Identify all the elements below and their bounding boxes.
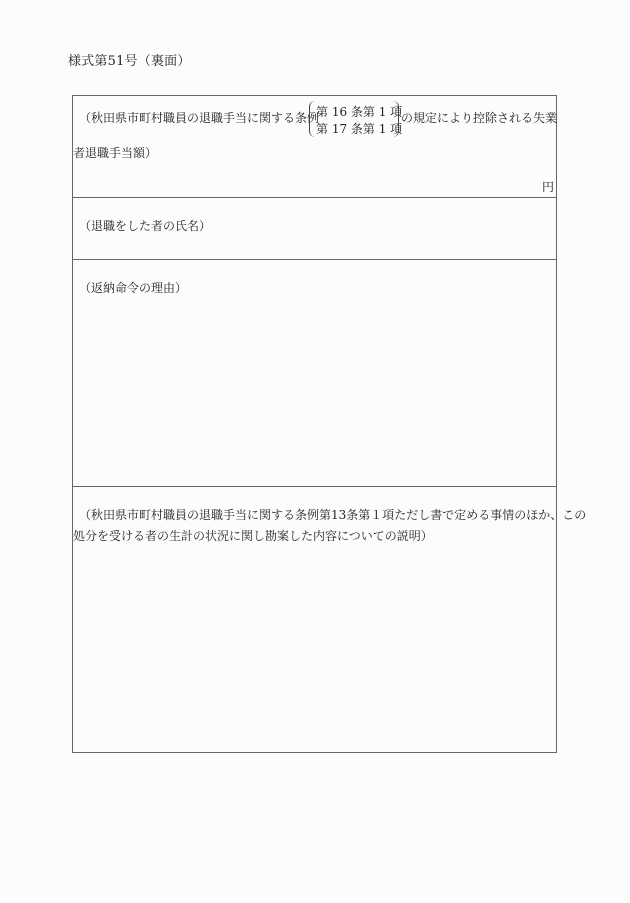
deduction-label-prefix: （秋田県市町村職員の退職手当に関する条例 bbox=[79, 111, 320, 125]
form-table bbox=[72, 95, 587, 753]
livelihood-label-line2: 処分を受ける者の生計の状況に関し勘案した内容についての説明） bbox=[73, 529, 433, 543]
return-order-reason-field[interactable] bbox=[73, 260, 556, 487]
form-title: 様式第51号（裏面） bbox=[68, 54, 191, 69]
deduction-amount-field[interactable] bbox=[73, 96, 556, 198]
deduction-label-suffix: の規定により控除される失業 bbox=[401, 111, 558, 125]
article-brace bbox=[309, 101, 403, 137]
yen-unit: 円 bbox=[541, 180, 554, 194]
article-option-16: 第 16 条第 1 項 bbox=[316, 105, 403, 119]
return-order-reason-label: （返納命令の理由） bbox=[79, 281, 188, 295]
article-option-17: 第 17 条第 1 項 bbox=[316, 122, 403, 136]
retiree-name-label: （退職をした者の氏名） bbox=[79, 219, 212, 233]
retiree-name-field[interactable] bbox=[73, 198, 556, 260]
livelihood-explanation-field[interactable] bbox=[73, 487, 587, 754]
deduction-label-line2: 者退職手当額） bbox=[73, 146, 158, 160]
livelihood-label-line1: （秋田県市町村職員の退職手当に関する条例第13条第１項ただし書で定める事情のほか、この bbox=[79, 508, 587, 522]
